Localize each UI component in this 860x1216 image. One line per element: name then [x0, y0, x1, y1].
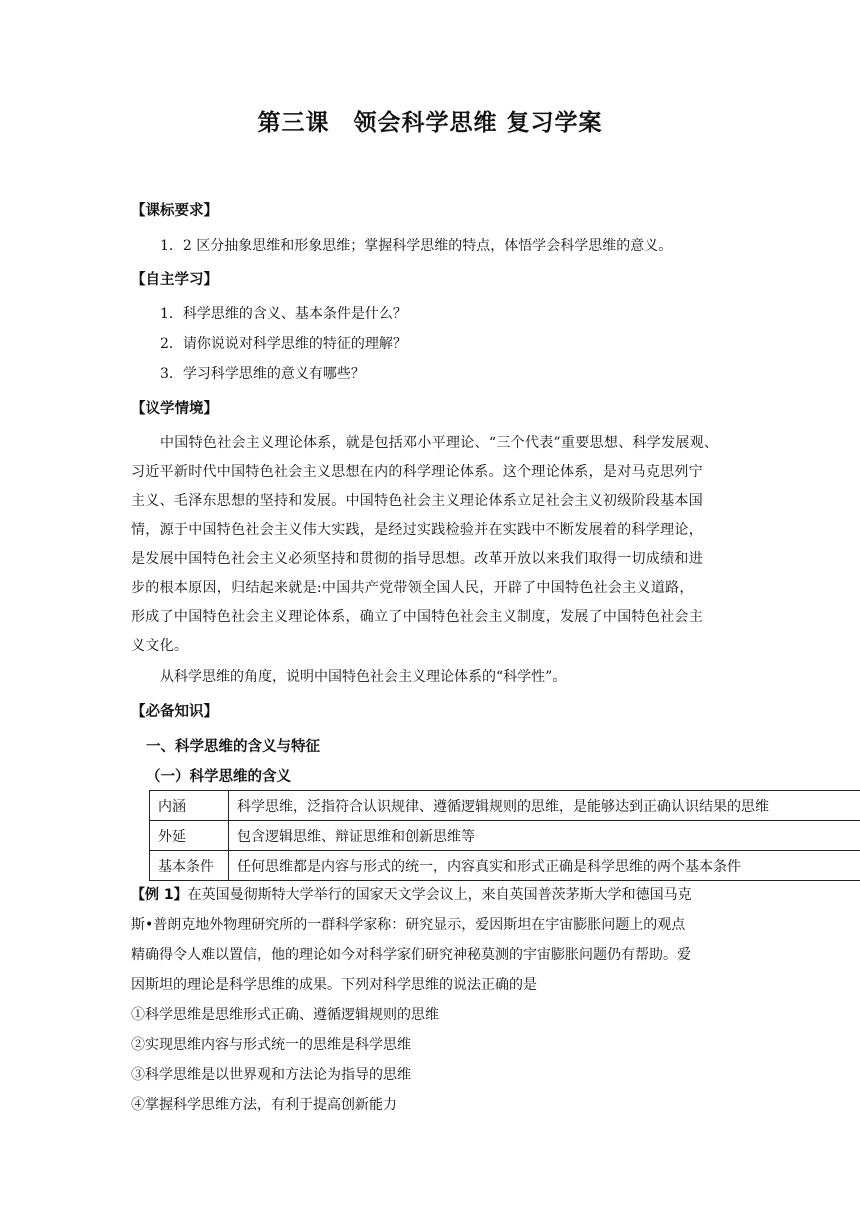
- example-option-3: ③科学思维是以世界观和方法论为指导的思维: [131, 1067, 411, 1083]
- scenario-line-1: 中国特色社会主义理论体系，就是包括邓小平理论、“三个代表”重要思想、科学发展观、: [160, 435, 719, 451]
- example-tag: 【例 1】: [131, 887, 188, 903]
- table-cell-key: 外延: [150, 821, 229, 851]
- zizhu-item-3: 3．学习科学思维的意义有哪些？: [160, 366, 365, 382]
- scenario-line-3: 主义、毛泽东思想的坚持和发展。中国特色社会主义理论体系立足社会主义初级阶段基本国: [131, 493, 703, 509]
- example-text: 在英国曼彻斯特大学举行的国家天文学会议上，来自英国普茨茅斯大学和德国马克: [187, 887, 692, 903]
- example-option-1: ①科学思维是思维形式正确、遵循逻辑规则的思维: [131, 1007, 439, 1023]
- knowledge-heading-2: （一）科学思维的含义: [146, 769, 291, 785]
- example-line-4: 因斯坦的理论是科学思维的成果。下列对科学思维的说法正确的是: [131, 977, 537, 993]
- table-cell-key: 内涵: [150, 791, 229, 821]
- example-option-4: ④掌握科学思维方法，有利于提高创新能力: [131, 1097, 397, 1113]
- scenario-question: 从科学思维的角度，说明中国特色社会主义理论体系的“科学性”。: [160, 669, 567, 685]
- table-cell-value: 任何思维都是内容与形式的统一，内容真实和形式正确是科学思维的两个基本条件: [229, 851, 860, 881]
- example-line-3: 精确得令人难以置信，他的理论如今对科学家们研究神秘莫测的宇宙膨胀问题仍有帮助。爱: [131, 947, 691, 963]
- section-heading-yixue: 【议学情境】: [131, 401, 218, 417]
- section-heading-zizhu: 【自主学习】: [131, 272, 218, 288]
- table-row: [150, 791, 860, 821]
- scenario-line-4: 情，源于中国特色社会主义伟大实践，是经过实践检验并在实践中不断发展着的科学理论，: [131, 522, 703, 538]
- example-line-1: [131, 884, 692, 904]
- scenario-line-8: 义文化。: [131, 638, 189, 654]
- section-heading-bibei: 【必备知识】: [131, 704, 218, 720]
- scenario-line-5: 是发展中国特色社会主义必须坚持和贯彻的指导思想。改革开放以来我们取得一切成绩和进: [131, 551, 703, 567]
- zizhu-item-2: 2．请你说说对科学思维的特征的理解？: [160, 336, 407, 352]
- kebiao-text: 1．2 区分抽象思维和形象思维；掌握科学思维的特点，体悟学会科学思维的意义。: [160, 238, 673, 254]
- scenario-line-7: 形成了中国特色社会主义理论体系，确立了中国特色社会主义制度，发展了中国特色社会主: [131, 609, 703, 625]
- table-row: [150, 821, 860, 851]
- section-heading-kebiao: 【课标要求】: [131, 203, 218, 219]
- table-cell-key: 基本条件: [150, 851, 229, 881]
- scenario-line-2: 习近平新时代中国特色社会主义思想在内的科学理论体系。这个理论体系，是对马克思列宁: [131, 464, 703, 480]
- zizhu-item-1: 1．科学思维的含义、基本条件是什么？: [160, 306, 407, 322]
- knowledge-heading-1: 一、科学思维的含义与特征: [146, 739, 320, 755]
- table-row: [150, 851, 860, 881]
- table-cell-value: 包含逻辑思维、辩证思维和创新思维等: [229, 821, 860, 851]
- page-title: 第三课 领会科学思维 复习学案: [257, 110, 603, 136]
- definition-table: [149, 790, 860, 881]
- table-cell-value: 科学思维，泛指符合认识规律、遵循逻辑规则的思维，是能够达到正确认识结果的思维: [229, 791, 860, 821]
- scenario-line-6: 步的根本原因，归结起来就是:中国共产党带领全国人民，开辟了中国特色社会主义道路，: [131, 580, 694, 596]
- example-line-2: 斯•普朗克地外物理研究所的一群科学家称：研究显示，爱因斯坦在宇宙膨胀问题上的观点: [131, 917, 686, 933]
- example-option-2: ②实现思维内容与形式统一的思维是科学思维: [131, 1037, 411, 1053]
